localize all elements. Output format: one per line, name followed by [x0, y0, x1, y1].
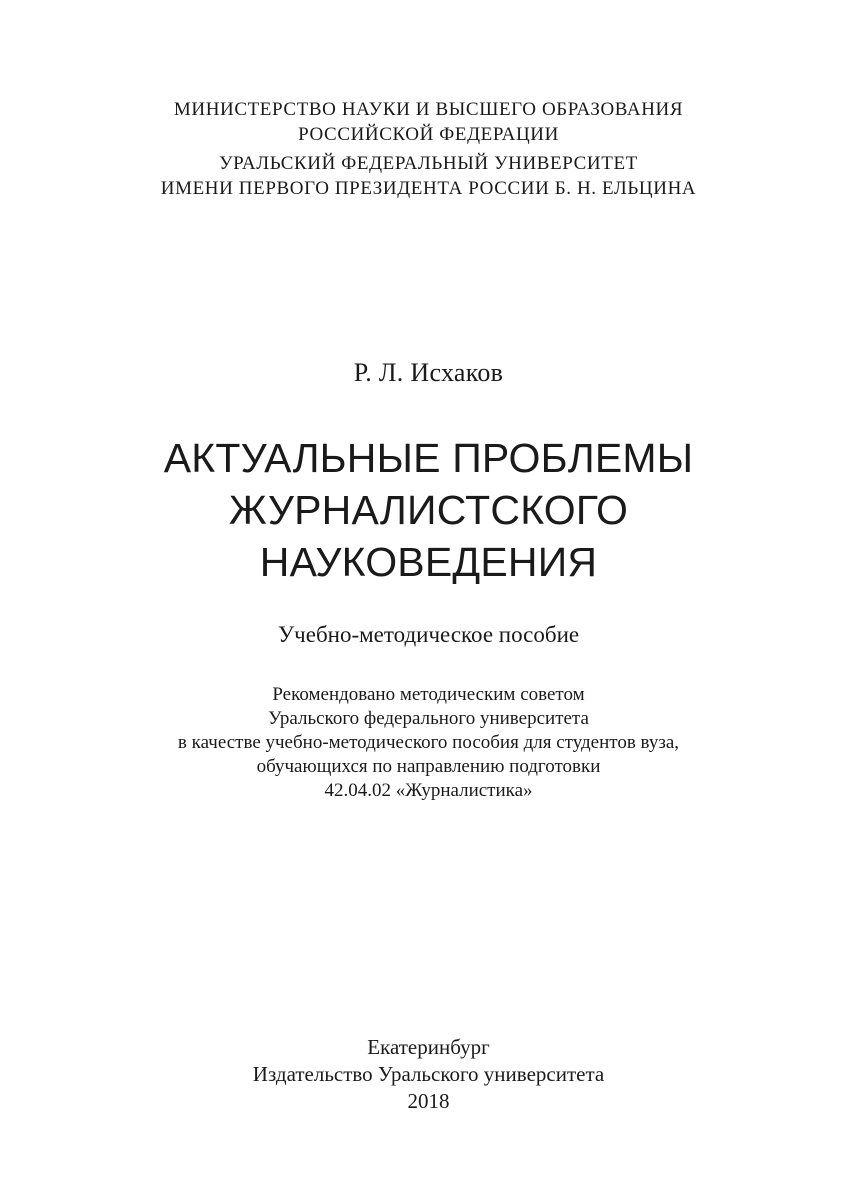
- recommendation-line-3: в качестве учебно-методического пособия для студентов вуза,: [177, 732, 680, 753]
- book-title-line-2: ЖУРНАЛИСТСКОГО: [228, 487, 629, 533]
- imprint-city: Екатеринбург: [367, 1035, 490, 1059]
- university-header: [0, 151, 857, 201]
- book-title-line-1: АКТУАЛЬНЫЕ ПРОБЛЕМЫ: [163, 435, 694, 481]
- ministry-line-1: МИНИСТЕРСТВО НАУКИ И ВЫСШЕГО ОБРАЗОВАНИЯ: [173, 99, 684, 120]
- book-title-line-3: НАУКОВЕДЕНИЯ: [259, 539, 598, 585]
- ministry-line-2: РОССИЙСКОЙ ФЕДЕРАЦИИ: [298, 124, 559, 145]
- recommendation-line-1: Рекомендовано методическим советом: [272, 684, 585, 705]
- university-line-2: ИМЕНИ ПЕРВОГО ПРЕЗИДЕНТА РОССИИ Б. Н. ЕЛЬЦИНА: [160, 178, 697, 199]
- imprint-year: 2018: [407, 1089, 450, 1113]
- recommendation-line-4: обучающихся по направлению подготовки: [256, 756, 601, 777]
- book-title: [0, 432, 857, 588]
- imprint-publisher: Издательство Уральского университета: [252, 1062, 605, 1086]
- recommendation-note: [0, 683, 857, 803]
- recommendation-line-2: Уральского федерального университета: [268, 708, 589, 729]
- author-name: Р. Л. Исхаков: [353, 358, 504, 387]
- ministry-header: [0, 97, 857, 147]
- imprint: [0, 1034, 857, 1115]
- book-subtitle: Учебно-методическое пособие: [277, 622, 580, 647]
- university-line-1: УРАЛЬСКИЙ ФЕДЕРАЛЬНЫЙ УНИВЕРСИТЕТ: [219, 153, 638, 174]
- recommendation-line-5: 42.04.02 «Журналистика»: [324, 780, 533, 801]
